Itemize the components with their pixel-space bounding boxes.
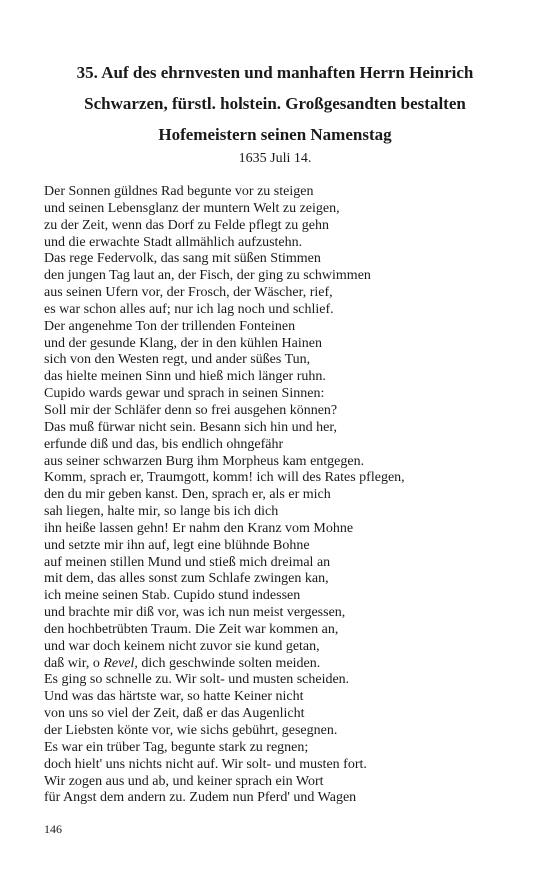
poem-title-line: 35. Auf des ehrnvesten und manhaften Herrn Heinrich xyxy=(76,63,474,82)
poem-line: Es ging so schnelle zu. Wir solt- und musten scheiden. xyxy=(44,672,350,688)
poem-line: und war doch keinem nicht zuvor sie kund getan, xyxy=(44,638,320,654)
poem-line: sich von den Westen regt, und ander süßes Tun, xyxy=(44,352,311,368)
poem-body xyxy=(44,184,514,807)
poem-line: zu der Zeit, wenn das Dorf zu Felde pflegt zu gehn xyxy=(44,217,329,233)
poem-line: erfunde diß und das, bis endlich ohngefähr xyxy=(44,436,284,452)
poem-line: und seinen Lebensglanz der muntern Welt zu zeigen, xyxy=(44,200,340,216)
poem-line: Das rege Federvolk, das sang mit süßen Stimmen xyxy=(44,251,321,267)
poem-line: und die erwachte Stadt allmählich aufzustehn. xyxy=(44,234,303,250)
poem-line: aus seiner schwarzen Burg ihm Morpheus kam entgegen. xyxy=(44,453,365,469)
poem-line: Der angenehme Ton der trillenden Fonteinen xyxy=(44,318,296,334)
poem-line: daß wir, o Revel, dich geschwinde solten meiden. xyxy=(44,655,321,671)
poem-title-line: Hofemeistern seinen Namenstag xyxy=(158,125,392,144)
poem-line: für Angst dem andern zu. Zudem nun Pferd' und Wagen xyxy=(44,790,357,806)
poem-line: ihn heiße lassen gehn! Er nahm den Kranz vom Mohne xyxy=(44,520,354,536)
poem-line: Soll mir der Schläfer denn so frei ausgehen können? xyxy=(44,402,338,418)
poem-title xyxy=(40,57,510,150)
page-number: 146 xyxy=(44,822,62,836)
poem-line: den jungen Tag laut an, der Fisch, der ging zu schwimmen xyxy=(44,268,371,284)
poem-line: auf meinen stillen Mund und stieß mich dreimal an xyxy=(44,554,331,570)
poem-line: und setzte mir ihn auf, legt eine blühnde Bohne xyxy=(44,537,310,553)
poem-line: den hochbetrübten Traum. Die Zeit war kommen an, xyxy=(44,621,339,637)
poem-title-line: Schwarzen, fürstl. holstein. Großgesandten bestalten xyxy=(84,94,466,113)
poem-line: von uns so viel der Zeit, daß er das Augenlicht xyxy=(44,706,305,722)
poem-line: es war schon alles auf; nur ich lag noch und schlief. xyxy=(44,301,334,317)
poem-line: Cupido wards gewar und sprach in seinen Sinnen: xyxy=(44,386,325,402)
poem-line: Wir zogen aus und ab, und keiner sprach ein Wort xyxy=(44,773,324,789)
poem-line: mit dem, das alles sonst zum Schlafe zwingen kan, xyxy=(44,571,329,587)
poem-line: Der Sonnen güldnes Rad begunte vor zu steigen xyxy=(44,184,314,199)
poem-line: das hielte meinen Sinn und hieß mich länger ruhn. xyxy=(44,369,326,385)
poem-line: aus seinen Ufern vor, der Frosch, der Wäscher, rief, xyxy=(44,285,333,301)
poem-line: und der gesunde Klang, der in den kühlen Hainen xyxy=(44,335,322,351)
poem-line: Das muß fürwar nicht sein. Besann sich hin und her, xyxy=(44,419,337,435)
poem-line: Komm, sprach er, Traumgott, komm! ich will des Rates pflegen, xyxy=(44,470,405,486)
poem-date: 1635 Juli 14. xyxy=(238,151,312,166)
poem-line: und brachte mir diß vor, was ich nun meist vergessen, xyxy=(44,605,346,621)
poem-line: Und was das härtste war, so hatte Keiner nicht xyxy=(44,689,304,705)
poem-line: der Liebsten könte vor, wie sichs gebührt, gesegnen. xyxy=(44,723,338,738)
poem-line: doch hielt' uns nichts nicht auf. Wir solt- und musten fort. xyxy=(44,756,367,772)
poem-line: ich meine seinen Stab. Cupido stund indessen xyxy=(44,588,301,604)
poem-line: Es war ein trüber Tag, begunte stark zu regnen; xyxy=(44,739,309,755)
poem-line: den du mir geben kanst. Den, sprach er, als er mich xyxy=(44,487,331,503)
poem-line: sah liegen, halte mir, so lange bis ich dich xyxy=(44,504,279,520)
